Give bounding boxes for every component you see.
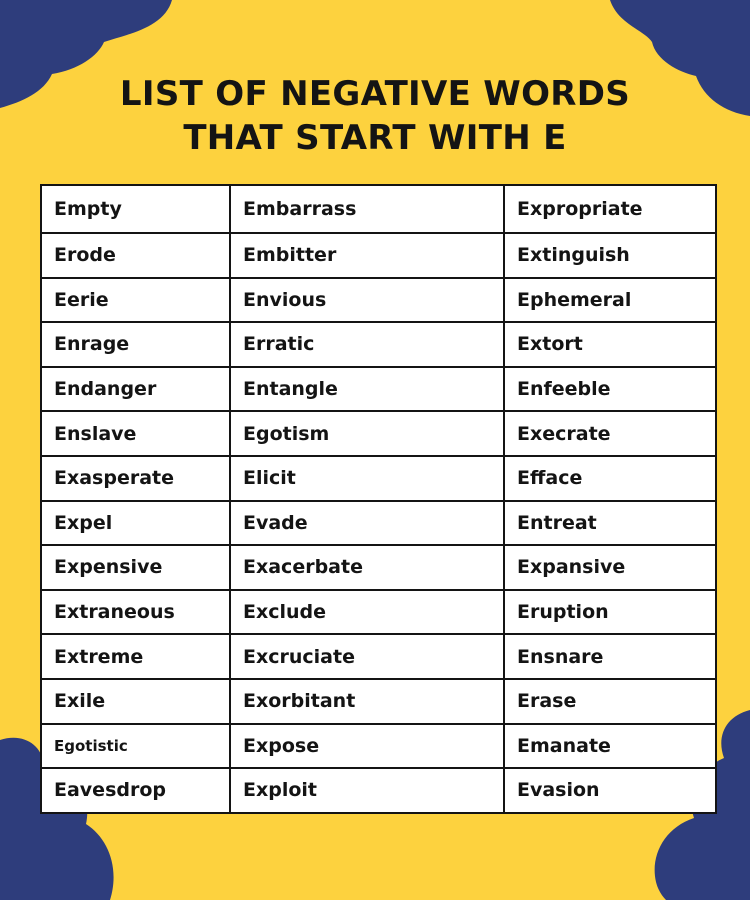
table-cell: Endanger xyxy=(41,367,230,412)
table-cell: Erratic xyxy=(230,322,504,367)
table-cell: Erase xyxy=(504,679,716,724)
table-cell: Egotism xyxy=(230,411,504,456)
table-cell: Expropriate xyxy=(504,185,716,233)
table-row xyxy=(41,590,716,635)
table-cell: Execrate xyxy=(504,411,716,456)
table-cell: Erode xyxy=(41,233,230,278)
table-cell: Exclude xyxy=(230,590,504,635)
table-row xyxy=(41,411,716,456)
table-cell: Eruption xyxy=(504,590,716,635)
table-row xyxy=(41,278,716,323)
table-cell: Excruciate xyxy=(230,634,504,679)
table-cell: Exploit xyxy=(230,768,504,813)
table-cell: Egotistic xyxy=(41,724,230,769)
table-cell: Exacerbate xyxy=(230,545,504,590)
words-table-body xyxy=(41,185,716,813)
table-cell: Expansive xyxy=(504,545,716,590)
table-cell: Elicit xyxy=(230,456,504,501)
table-cell: Enrage xyxy=(41,322,230,367)
table-cell: Ephemeral xyxy=(504,278,716,323)
table-row xyxy=(41,322,716,367)
table-cell: Extraneous xyxy=(41,590,230,635)
table-cell: Exasperate xyxy=(41,456,230,501)
table-cell: Expose xyxy=(230,724,504,769)
table-cell: Enslave xyxy=(41,411,230,456)
table-row xyxy=(41,233,716,278)
table-cell: Extinguish xyxy=(504,233,716,278)
table-cell: Envious xyxy=(230,278,504,323)
table-cell: Expel xyxy=(41,501,230,546)
table-cell: Empty xyxy=(41,185,230,233)
table-row xyxy=(41,456,716,501)
table-row xyxy=(41,501,716,546)
table-cell: Eavesdrop xyxy=(41,768,230,813)
table-row xyxy=(41,724,716,769)
table-row xyxy=(41,634,716,679)
table-cell: Entreat xyxy=(504,501,716,546)
table-row xyxy=(41,185,716,233)
table-cell: Enfeeble xyxy=(504,367,716,412)
table-cell: Extort xyxy=(504,322,716,367)
table-cell: Expensive xyxy=(41,545,230,590)
table-row xyxy=(41,768,716,813)
table-row xyxy=(41,367,716,412)
table-cell: Eerie xyxy=(41,278,230,323)
table-row xyxy=(41,679,716,724)
negative-words-table xyxy=(40,184,717,814)
table-row xyxy=(41,545,716,590)
table-cell: Embitter xyxy=(230,233,504,278)
table-cell: Entangle xyxy=(230,367,504,412)
title-line-1: LIST OF NEGATIVE WORDS xyxy=(119,74,631,114)
table-cell: Efface xyxy=(504,456,716,501)
title-line-2: THAT START WITH E xyxy=(183,118,567,158)
table-cell: Evade xyxy=(230,501,504,546)
table-cell: Evasion xyxy=(504,768,716,813)
table-cell: Emanate xyxy=(504,724,716,769)
table-cell: Exorbitant xyxy=(230,679,504,724)
table-cell: Exile xyxy=(41,679,230,724)
table-cell: Ensnare xyxy=(504,634,716,679)
table-cell: Embarrass xyxy=(230,185,504,233)
table-cell: Extreme xyxy=(41,634,230,679)
page-title xyxy=(0,72,750,160)
